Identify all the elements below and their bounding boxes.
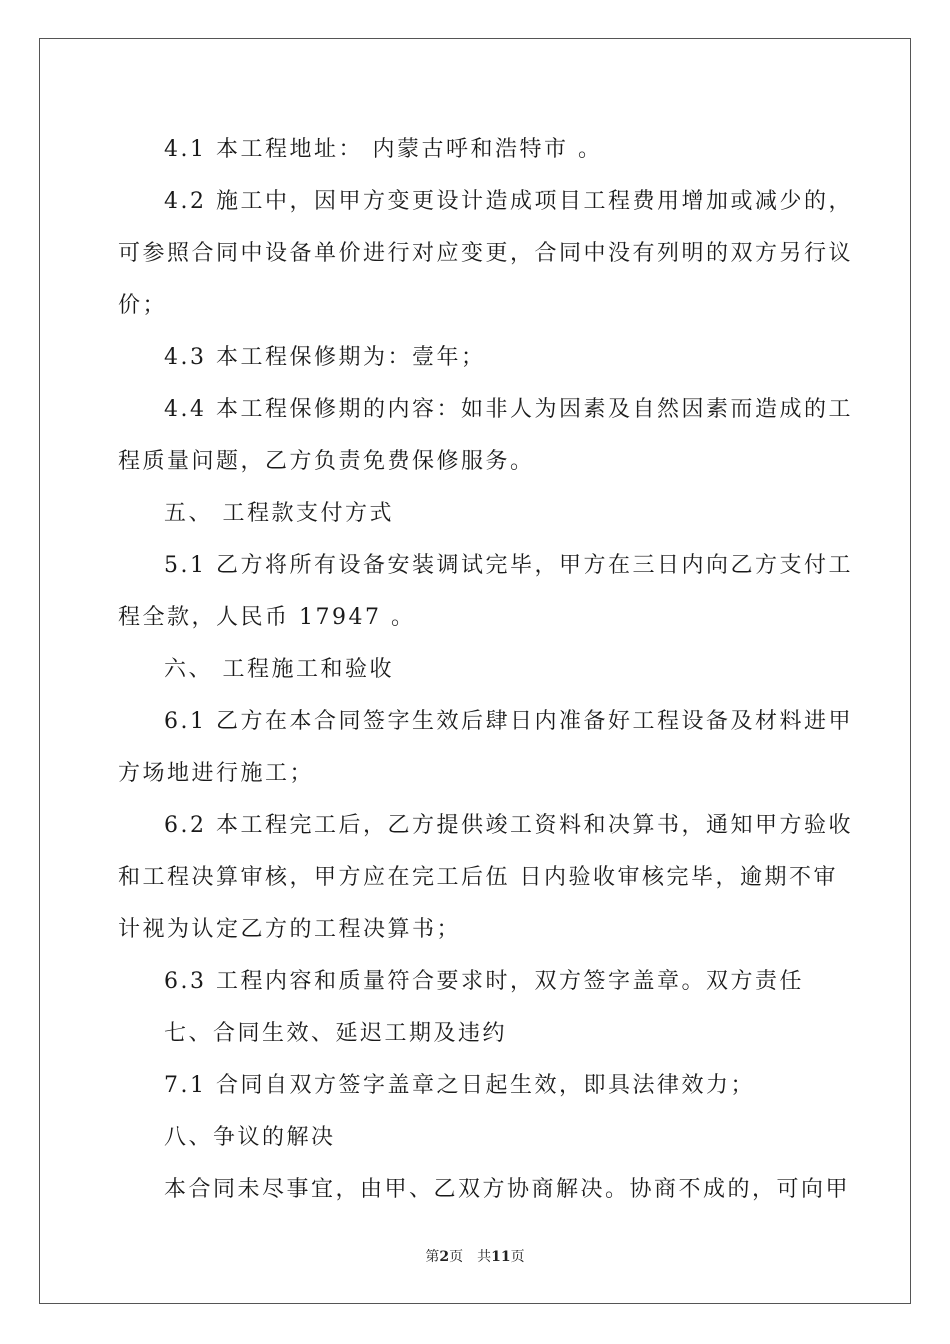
- total-prefix: 共: [477, 1249, 492, 1265]
- clause-6-1-line-1: 6.1 乙方在本合同签字生效后肆日内准备好工程设备及材料进甲: [164, 709, 853, 734]
- clause-5-1-line-1: 5.1 乙方将所有设备安装调试完毕，甲方在三日内向乙方支付工: [164, 553, 853, 578]
- section-6-heading: 六、 工程施工和验收: [164, 657, 394, 682]
- page-current: 2: [439, 1249, 450, 1265]
- page-suffix: 页: [449, 1249, 464, 1265]
- clause-4-2-line-3: 价；: [118, 293, 168, 318]
- section-8-body: 本合同未尽事宜，由甲、乙双方协商解决。协商不成的，可向甲: [164, 1177, 851, 1202]
- clause-6-2-line-1: 6.2 本工程完工后，乙方提供竣工资料和决算书，通知甲方验收: [164, 813, 853, 838]
- document-body: [118, 124, 854, 1216]
- clause-4-4-line-2: 程质量问题，乙方负责免费保修服务。: [118, 449, 535, 474]
- section-8-heading: 八、争议的解决: [164, 1125, 336, 1150]
- clause-6-2-line-2: 和工程决算审核，甲方应在完工后伍 日内验收审核完毕，逾期不审: [118, 865, 838, 890]
- clause-4-2-line-1: 4.2 施工中，因甲方变更设计造成项目工程费用增加或减少的，: [164, 189, 853, 214]
- clause-5-1-line-2: 程全款，人民币 17947 。: [118, 605, 416, 630]
- page-total: 11: [491, 1249, 511, 1265]
- clause-6-2-line-3: 计视为认定乙方的工程决算书；: [118, 917, 462, 942]
- clause-7-1: 7.1 合同自双方签字盖章之日起生效，即具法律效力；: [164, 1073, 755, 1098]
- clause-4-4-line-1: 4.4 本工程保修期的内容：如非人为因素及自然因素而造成的工: [164, 397, 853, 422]
- clause-4-1: 4.1 本工程地址： 内蒙古呼和浩特市 。: [164, 137, 603, 162]
- clause-6-1-line-2: 方场地进行施工；: [118, 761, 315, 786]
- total-suffix: 页: [510, 1249, 525, 1265]
- section-5-heading: 五、 工程款支付方式: [164, 501, 394, 526]
- clause-4-2-line-2: 可参照合同中设备单价进行对应变更，合同中没有列明的双方另行议: [118, 241, 854, 266]
- section-7-heading: 七、合同生效、延迟工期及违约: [164, 1021, 508, 1046]
- clause-6-3: 6.3 工程内容和质量符合要求时，双方签字盖章。双方责任: [164, 969, 804, 994]
- clause-4-3: 4.3 本工程保修期为：壹年；: [164, 345, 486, 370]
- page-footer: [0, 1246, 950, 1266]
- page-prefix: 第: [425, 1249, 440, 1265]
